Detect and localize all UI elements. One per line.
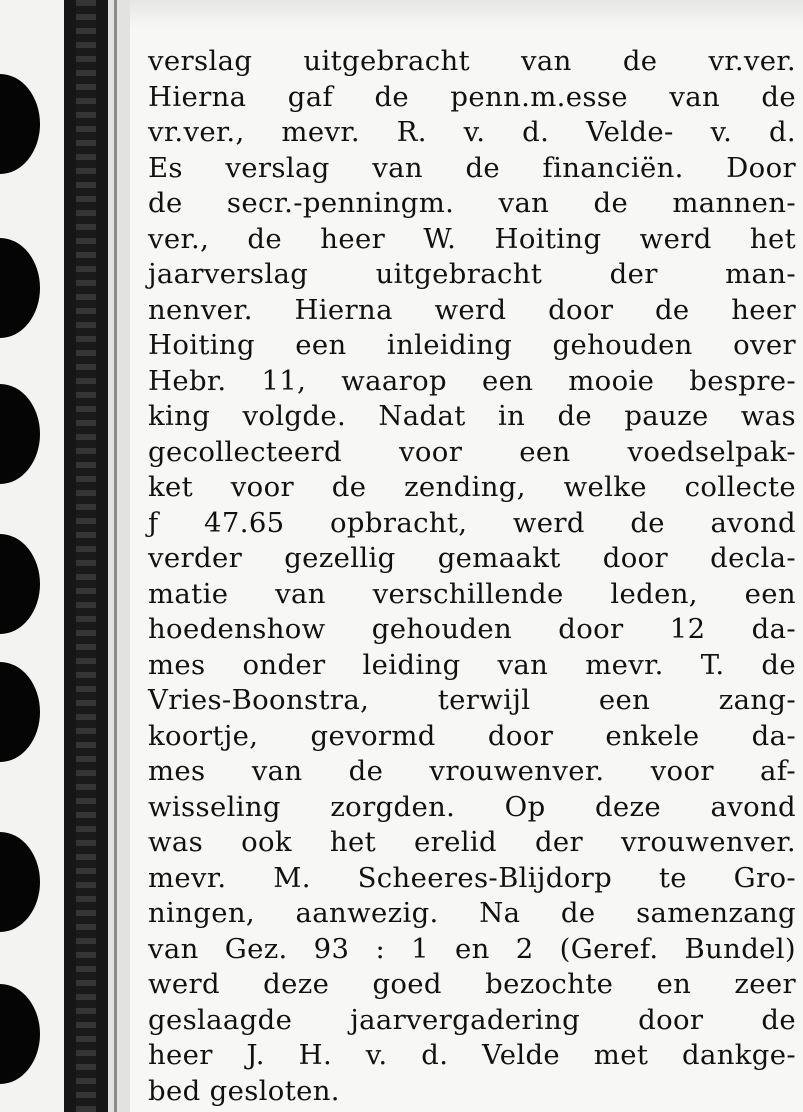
article-line: gecollecteerd voor een voedselpak- — [148, 435, 796, 468]
article-line: verslag uitgebracht van de vr.ver. — [148, 45, 796, 77]
article-line: geslaagde jaarvergadering door de — [148, 1003, 796, 1036]
binding-perforation — [76, 0, 96, 1112]
article-line: heer J. H. v. d. Velde met dankge- — [148, 1039, 796, 1071]
punch-hole — [0, 534, 40, 634]
article-line: wisseling zorgden. Op deze avond — [148, 790, 796, 823]
punch-hole — [0, 662, 40, 762]
article-line: vr.ver., mevr. R. v. d. Velde- v. d. — [148, 116, 796, 148]
article-body — [148, 44, 796, 1109]
gutter-line — [114, 0, 117, 1112]
punch-hole — [0, 384, 40, 484]
article-line: nenver. Hierna werd door de heer — [148, 293, 796, 326]
article-line: mes van de vrouwenver. voor af- — [148, 755, 796, 787]
article-line: Hierna gaf de penn.m.esse van de — [148, 80, 796, 113]
punch-hole — [0, 984, 40, 1084]
article-line: koortje, gevormd door enkele da- — [148, 719, 796, 752]
page-gutter — [108, 0, 130, 1112]
article-line: bed gesloten. — [148, 1074, 340, 1107]
article-line: verder gezellig gemaakt door decla- — [148, 542, 796, 574]
punch-hole — [0, 238, 40, 338]
article-line: ƒ 47.65 opbracht, werd de avond — [148, 506, 796, 539]
article-line: Es verslag van de financiën. Door — [148, 151, 796, 184]
article-line: hoedenshow gehouden door 12 da- — [148, 613, 796, 645]
newspaper-clipping — [130, 0, 803, 1112]
article-line: ningen, aanwezig. Na de samenzang — [148, 897, 796, 929]
article-line: jaarverslag uitgebracht der man- — [148, 258, 796, 290]
article-line: Vries-Boonstra, terwijl een zang- — [148, 684, 796, 716]
article-line: matie van verschillende leden, een — [148, 577, 796, 610]
article-line: Hebr. 11, waarop een mooie bespre- — [148, 364, 796, 397]
article-line: Hoiting een inleiding gehouden over — [148, 329, 796, 361]
article-line: was ook het erelid der vrouwenver. — [148, 826, 796, 858]
article-line: mes onder leiding van mevr. T. de — [148, 648, 796, 681]
article-line: de secr.-penningm. van de mannen- — [148, 187, 796, 219]
article-line: mevr. M. Scheeres-Blijdorp te Gro- — [148, 861, 796, 894]
article-line: king volgde. Nadat in de pauze was — [148, 400, 796, 432]
punch-hole — [0, 74, 40, 174]
clipping-top-edge — [130, 0, 803, 28]
punch-hole — [0, 832, 40, 932]
article-line: van Gez. 93 : 1 en 2 (Geref. Bundel) — [148, 932, 796, 965]
article-line: ver., de heer W. Hoiting werd het — [148, 222, 796, 255]
article-line: werd deze goed bezochte en zeer — [148, 968, 796, 1000]
article-line: ket voor de zending, welke collecte — [148, 471, 796, 503]
paper-margin-strip — [0, 0, 64, 1112]
